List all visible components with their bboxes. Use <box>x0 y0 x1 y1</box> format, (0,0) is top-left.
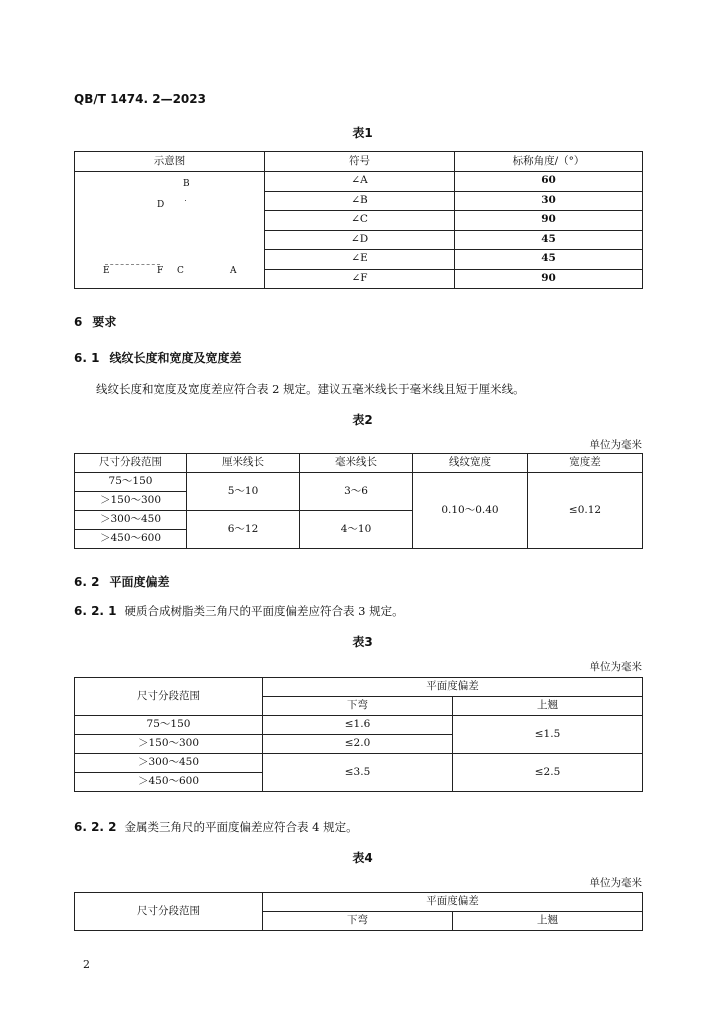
table2-title: 表2 <box>352 413 373 427</box>
section-6-2-1-text: 硬质合成树脂类三角尺的平面度偏差应符合表 3 规定。 <box>124 604 404 618</box>
table3-range-1: 75～150 <box>75 716 263 735</box>
table1-title: 表1 <box>352 126 373 140</box>
table2-range-1: 75～150 <box>75 473 187 492</box>
table2-header-cm-line: 厘米线长 <box>187 454 300 473</box>
section-6-title: 要求 <box>92 315 117 329</box>
section-6-2-title: 平面度偏差 <box>109 575 170 589</box>
diagram-label-d: D <box>157 200 165 210</box>
section-6-1-text: 线纹长度和宽度及宽度差应符合表 2 规定。建议五毫米线长于毫米线且短于厘米线。 <box>96 382 525 396</box>
page-number: 2 <box>83 958 90 971</box>
standard-code: QB/T 1474. 2—2023 <box>74 92 206 106</box>
table1-diagram-cell <box>75 172 265 289</box>
section-6-2-number: 6. 2 <box>74 575 100 589</box>
table3-range-4: ＞450～600 <box>75 773 263 792</box>
table2-header-width: 线纹宽度 <box>413 454 528 473</box>
table1-symbol-e: ∠E <box>265 250 455 270</box>
diagram-point-b <box>185 200 186 201</box>
section-6-2-2-number: 6. 2. 2 <box>74 820 117 834</box>
table3-up-2: ≤2.5 <box>453 754 643 792</box>
table4-unit: 单位为毫米 <box>589 877 642 889</box>
diagram-label-b: B <box>183 179 190 189</box>
table2-mm-line-2: 4～10 <box>300 511 413 549</box>
table2-cm-line-2: 6～12 <box>187 511 300 549</box>
table3-down-2: ≤2.0 <box>263 735 453 754</box>
section-6-1-heading <box>74 349 241 366</box>
diagram-dashed-line <box>105 264 160 265</box>
table1-header-angle: 标称角度/（°） <box>455 152 643 172</box>
table1-angle-a: 60 <box>455 172 643 192</box>
table1-symbol-a: ∠A <box>265 172 455 192</box>
section-6-2-2-text: 金属类三角尺的平面度偏差应符合表 4 规定。 <box>124 820 358 834</box>
diagram-label-e: E <box>103 266 110 276</box>
diagram-label-c: C <box>177 266 184 276</box>
table3-range-3: ＞300～450 <box>75 754 263 773</box>
table1-angle-c: 90 <box>455 211 643 231</box>
table2-header-mm-line: 毫米线长 <box>300 454 413 473</box>
table1 <box>74 151 643 289</box>
table3-range-2: ＞150～300 <box>75 735 263 754</box>
table2-mm-line-1: 3～6 <box>300 473 413 511</box>
table2-range-4: ＞450～600 <box>75 530 187 549</box>
table1-angle-b: 30 <box>455 191 643 211</box>
table1-angle-f: 90 <box>455 269 643 289</box>
table3-header-flatness: 平面度偏差 <box>263 678 643 697</box>
section-6-2-1-number: 6. 2. 1 <box>74 604 117 618</box>
table4-title: 表4 <box>352 851 373 865</box>
table2-unit: 单位为毫米 <box>589 439 642 451</box>
section-6-2-2-paragraph <box>74 819 358 835</box>
diagram-label-f: F <box>157 266 164 276</box>
table4-header-range: 尺寸分段范围 <box>75 893 263 931</box>
table3-down-3: ≤3.5 <box>263 754 453 792</box>
table1-angle-e: 45 <box>455 250 643 270</box>
table3-up-1: ≤1.5 <box>453 716 643 754</box>
triangle-diagram <box>75 172 264 288</box>
table4-header-up: 上翘 <box>453 912 643 931</box>
table2-range-2: ＞150～300 <box>75 492 187 511</box>
section-6-number: 6 <box>74 315 83 329</box>
table3-header-up: 上翘 <box>453 697 643 716</box>
table2-header-width-diff: 宽度差 <box>528 454 643 473</box>
table2-width-diff: ≤0.12 <box>528 473 643 549</box>
table2 <box>74 453 643 549</box>
section-6-1-number: 6. 1 <box>74 351 100 365</box>
table3-down-1: ≤1.6 <box>263 716 453 735</box>
table1-symbol-b: ∠B <box>265 191 455 211</box>
section-6-2-heading <box>74 573 169 590</box>
table4-header-down: 下弯 <box>263 912 453 931</box>
table4-header-flatness: 平面度偏差 <box>263 893 643 912</box>
table2-width: 0.10～0.40 <box>413 473 528 549</box>
table2-range-3: ＞300～450 <box>75 511 187 530</box>
table3 <box>74 677 643 792</box>
table3-unit: 单位为毫米 <box>589 661 642 673</box>
table1-symbol-f: ∠F <box>265 269 455 289</box>
diagram-label-a: A <box>230 266 237 276</box>
section-6-2-1-paragraph <box>74 603 404 619</box>
section-6-1-title: 线纹长度和宽度及宽度差 <box>109 351 242 365</box>
table3-header-range: 尺寸分段范围 <box>75 678 263 716</box>
table3-header-down: 下弯 <box>263 697 453 716</box>
table4 <box>74 892 643 931</box>
table3-title: 表3 <box>352 635 373 649</box>
table1-angle-d: 45 <box>455 230 643 250</box>
table2-header-range: 尺寸分段范围 <box>75 454 187 473</box>
table2-cm-line-1: 5～10 <box>187 473 300 511</box>
table1-symbol-c: ∠C <box>265 211 455 231</box>
table1-header-diagram: 示意图 <box>75 152 265 172</box>
section-6-heading <box>74 313 116 330</box>
table1-header-symbol: 符号 <box>265 152 455 172</box>
table1-symbol-d: ∠D <box>265 230 455 250</box>
